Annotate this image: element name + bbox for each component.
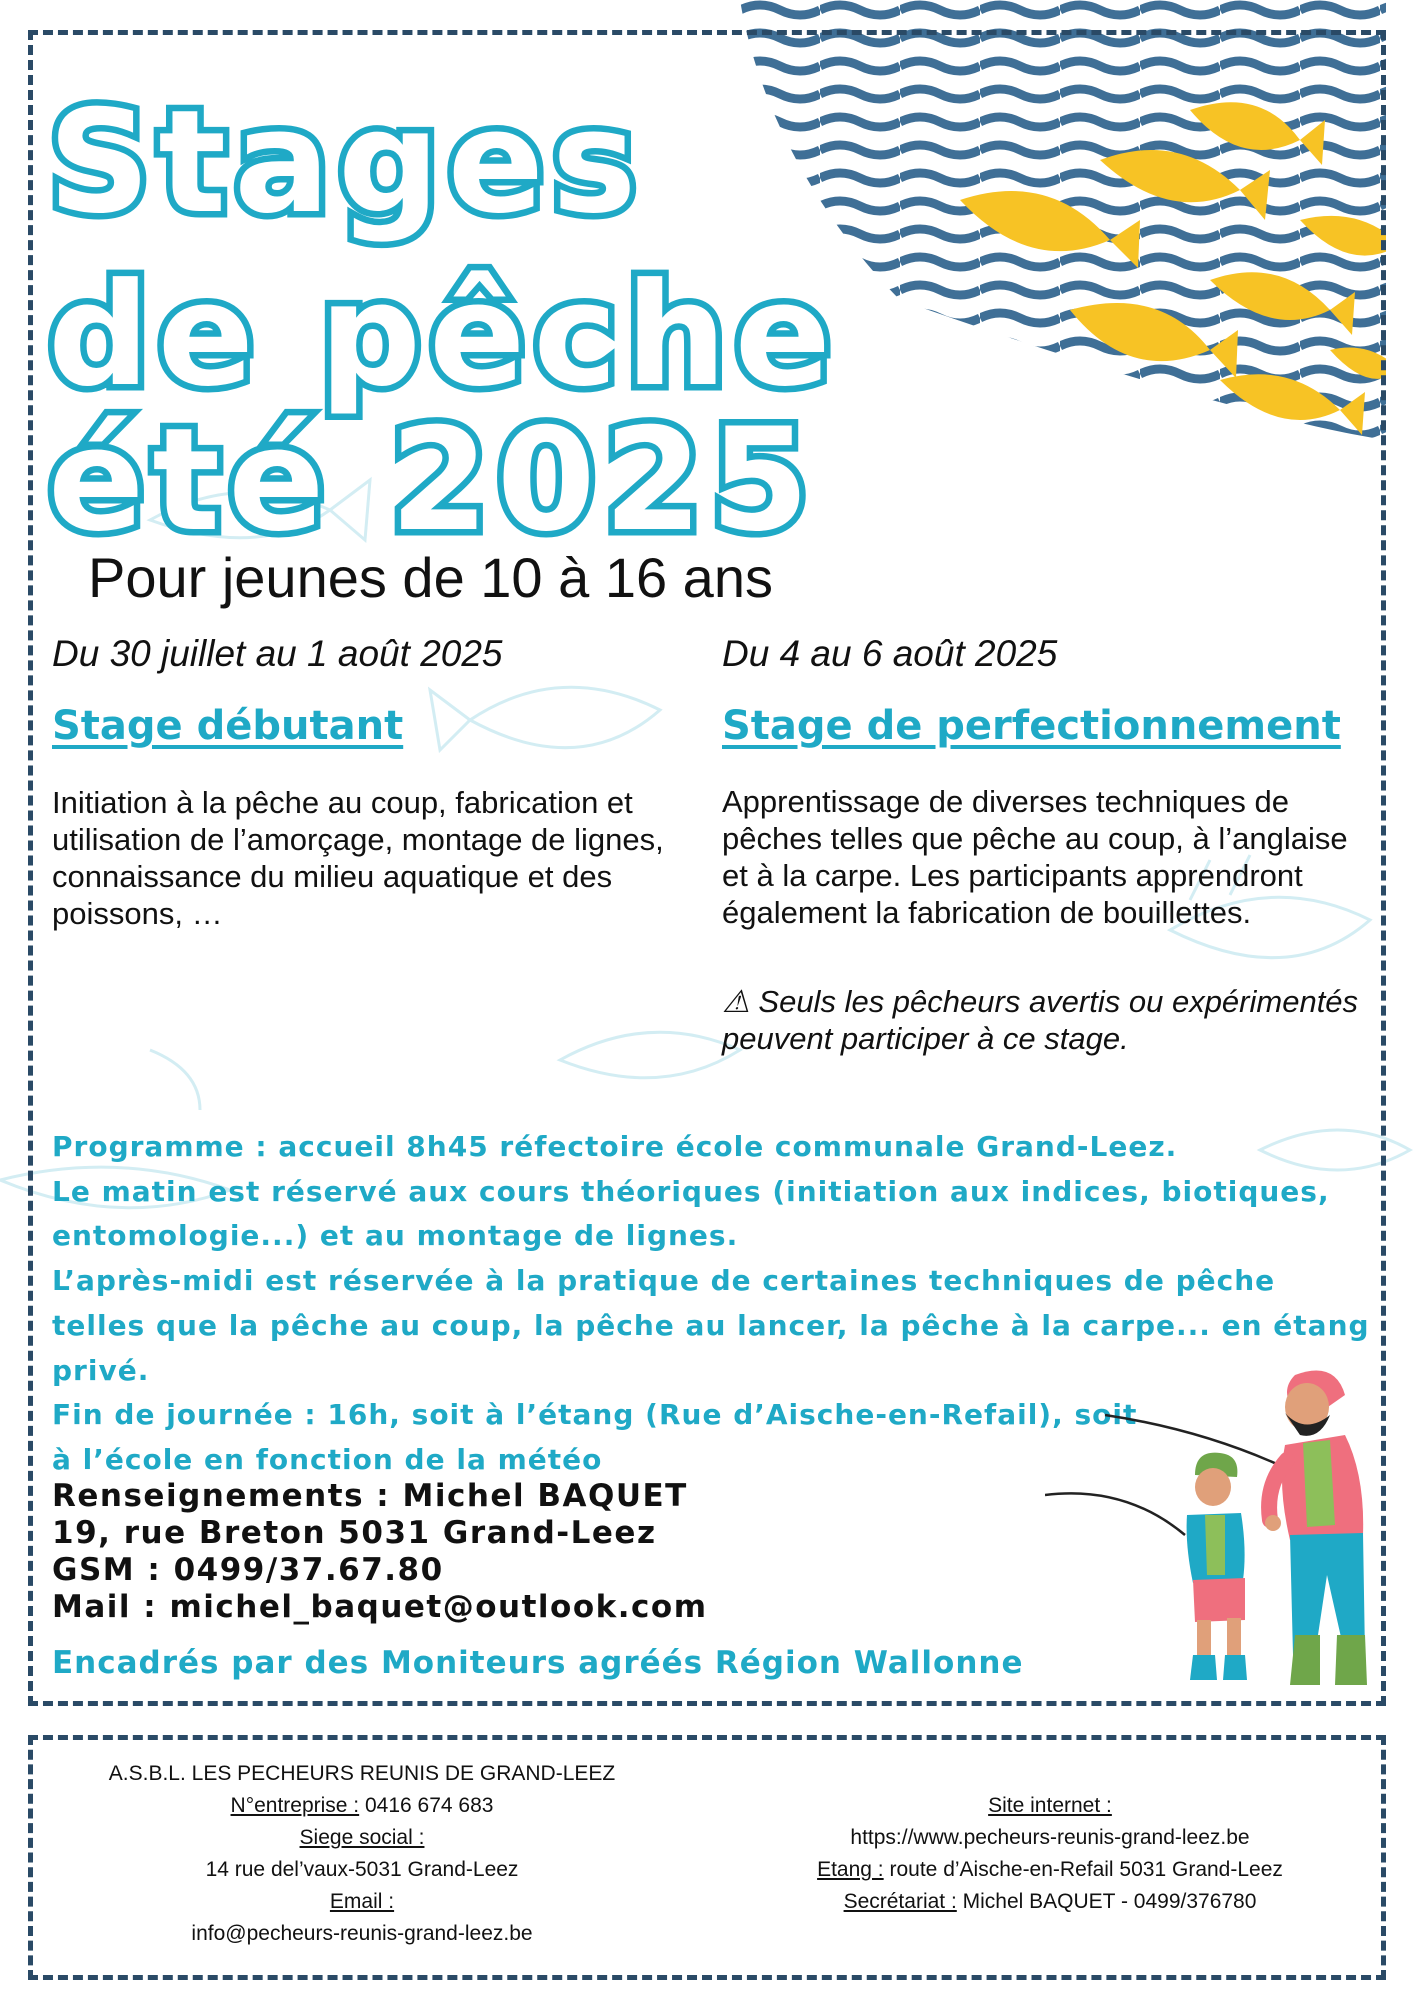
programme-line: à l’école en fonction de la météo xyxy=(52,1442,603,1476)
programme-line: privé. xyxy=(52,1353,150,1387)
stage-perfectionnement-description: Apprentissage de diverses techniques de pêches telles que pêche au coup, à l’anglaise et à la carpe. Les participants apprendront également la fabrication de bouillettes. xyxy=(722,784,1348,930)
footer-secretariat-label: Secrétariat : xyxy=(843,1890,957,1913)
contact-name: Renseignements : Michel BAQUET xyxy=(52,1478,688,1514)
stage-debutant-title: Stage débutant xyxy=(52,703,404,749)
programme-line: entomologie...) et au montage de lignes. xyxy=(52,1219,739,1253)
contact-address: 19, rue Breton 5031 Grand-Leez xyxy=(52,1515,657,1551)
subtitle: Pour jeunes de 10 à 16 ans xyxy=(88,546,773,609)
footer-email-value[interactable]: info@pecheurs-reunis-grand-leez.be xyxy=(191,1922,533,1945)
footer-left xyxy=(52,1758,672,1950)
footer-siege-value: 14 rue del’vaux-5031 Grand-Leez xyxy=(205,1858,519,1881)
fishermen-illustration-icon xyxy=(1045,1335,1390,1700)
footer-etang xyxy=(720,1854,1380,1886)
footer-secretariat-value: Michel BAQUET - 0499/376780 xyxy=(956,1890,1257,1913)
footer-entreprise xyxy=(52,1790,672,1822)
programme-line: telles que la pêche au coup, la pêche au lancer, la pêche à la carpe... en étang xyxy=(52,1308,1370,1342)
footer-site-label: Site internet : xyxy=(988,1794,1112,1817)
footer-entreprise-label: N°entreprise : xyxy=(230,1794,360,1817)
programme-line: Fin de journée : 16h, soit à l’étang (Rue d’Aische-en-Refail), soit xyxy=(52,1398,1138,1432)
contact-block xyxy=(52,1478,708,1626)
footer-etang-value: route d’Aische-en-Refail 5031 Grand-Leez xyxy=(883,1858,1283,1881)
title-line-3: été 2025 xyxy=(48,398,818,563)
footer-secretariat xyxy=(720,1886,1380,1918)
footer-etang-label: Etang : xyxy=(817,1858,884,1881)
stage-left-date: Du 30 juillet au 1 août 2025 xyxy=(52,633,503,674)
footer-siege-label: Siege social : xyxy=(299,1826,425,1849)
stage-right-date: Du 4 au 6 août 2025 xyxy=(722,633,1058,674)
warning-note: ⚠ Seuls les pêcheurs avertis ou expérimentés peuvent participer à ce stage. xyxy=(722,984,1359,1056)
contact-email: Mail : michel_baquet@outlook.com xyxy=(52,1589,708,1625)
contact-phone: GSM : 0499/37.67.80 xyxy=(52,1552,444,1588)
programme-line: Programme : accueil 8h45 réfectoire école communale Grand-Leez. xyxy=(52,1130,1178,1163)
title-line-1: Stages xyxy=(48,80,645,245)
footer-right xyxy=(720,1790,1380,1918)
stage-debutant-description: Initiation à la pêche au coup, fabrication et utilisation de l’amorçage, montage de lignes, connaissance du milieu aquatique et des poissons, … xyxy=(52,785,664,931)
programme-line: L’après-midi est réservée à la pratique de certaines techniques de pêche xyxy=(52,1264,1276,1298)
title-line-2: de pêche xyxy=(48,253,839,418)
footer-email-label: Email : xyxy=(329,1890,395,1913)
footer-entreprise-value: 0416 674 683 xyxy=(359,1794,494,1817)
encadres-note: Encadrés par des Moniteurs agréés Région Wallonne xyxy=(52,1645,1024,1681)
stage-perfectionnement-title: Stage de perfectionnement xyxy=(722,703,1341,749)
footer-org: A.S.B.L. LES PECHEURS REUNIS DE GRAND-LEEZ xyxy=(108,1762,616,1785)
programme-line: Le matin est réservé aux cours théoriques (initiation aux indices, biotiques, xyxy=(52,1174,1330,1208)
footer-site-value[interactable]: https://www.pecheurs-reunis-grand-leez.be xyxy=(850,1826,1250,1849)
